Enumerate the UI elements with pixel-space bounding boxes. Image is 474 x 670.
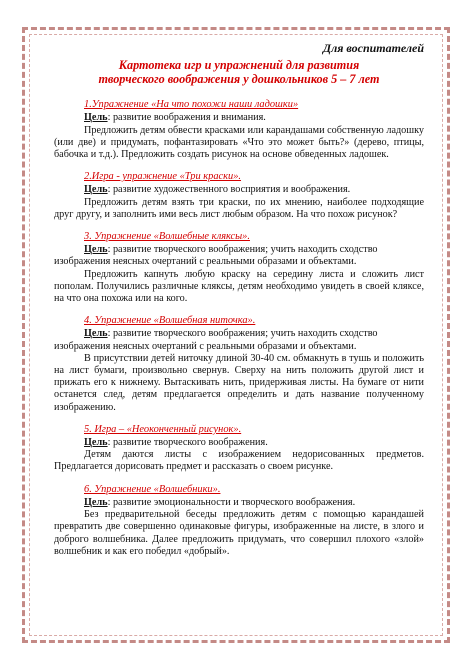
goal-label: Цель xyxy=(84,328,108,340)
exercise-section-4 xyxy=(54,315,424,414)
exercise-heading: 4. Упражнение «Волшебная ниточка». xyxy=(84,315,256,327)
goal-label: Цель xyxy=(84,437,108,449)
document-title xyxy=(54,58,424,86)
audience-note: Для воспитателей xyxy=(322,41,424,55)
document-content xyxy=(54,42,424,568)
exercise-goal xyxy=(54,437,424,449)
exercise-heading: 1.Упражнение «На что похожи наши ладошки» xyxy=(84,99,299,111)
exercise-heading: 2.Игра - упражнение «Три краски». xyxy=(84,171,242,183)
exercise-section-3 xyxy=(54,231,424,305)
exercise-section-5 xyxy=(54,424,424,474)
exercise-section-1 xyxy=(54,99,424,161)
exercise-goal xyxy=(54,328,424,352)
exercise-heading: 3. Упражнение «Волшебные кляксы». xyxy=(84,231,250,243)
goal-label: Цель xyxy=(84,496,108,508)
goal-text: : развитие творческого воображения; учить находить сходство изображения неясных очертаний с реальными образами и объектами. xyxy=(54,244,378,268)
goal-label: Цель xyxy=(84,184,108,196)
exercise-goal xyxy=(54,497,424,509)
exercise-goal xyxy=(54,112,424,124)
goal-text: : развитие эмоциональности и творческого воображения. xyxy=(107,496,356,508)
exercise-description: Предложить капнуть любую краску на середину листа и сложить лист пополам. Получились различные кляксы, детям необходимо увидеть в своей кляксе, на что она похожа или на кого. xyxy=(54,268,424,305)
exercise-description: Предложить детям взять три краски, по их мнению, наиболее подходящие друг другу, и заполнить ими весь лист любым образом. На что похож рисунок? xyxy=(54,196,424,220)
goal-text: : развитие творческого воображения; учить находить сходство изображения неясных очертаний с реальными образами и объектами. xyxy=(54,328,378,352)
exercise-description: Детям даются листы с изображением недорисованных предметов. Предлагается дорисовать предмет и рассказать о своем рисунке. xyxy=(54,449,424,473)
title-line-1: Картотека игр и упражнений для развития xyxy=(118,58,360,73)
exercise-goal xyxy=(54,184,424,196)
exercise-section-2 xyxy=(54,171,424,221)
exercise-section-6 xyxy=(54,484,424,558)
goal-label: Цель xyxy=(84,112,108,124)
title-line-2: творческого воображения у дошкольников 5 – 7 лет xyxy=(98,72,380,87)
exercise-goal xyxy=(54,244,424,268)
goal-text: : развитие художественного восприятия и воображения. xyxy=(107,184,351,196)
exercise-heading: 5. Игра – «Неоконченный рисунок». xyxy=(84,423,242,435)
goal-label: Цель xyxy=(84,244,108,256)
exercise-heading: 6. Упражнение «Волшебники». xyxy=(84,483,221,495)
exercise-description: Предложить детям обвести красками или карандашами собственную ладошку (или две) и придумать, пофантазировать «Что это может быть?» (дерево, птицы, бабочка и т.д.). Предложить создать рисунок на основе обведенных ладошек. xyxy=(54,124,424,161)
exercise-description: Без предварительной беседы предложить детям с помощью карандашей превратить две совершенно одинаковые фигуры, изображенные на листе, в злого и доброго волшебника. Далее предложить придумать, что совершил плохого «злой» волшебник и как его победил «добрый». xyxy=(54,509,424,557)
exercise-description: В присутствии детей ниточку длиной 30-40 см. обмакнуть в тушь и положить на лист бумаги, произвольно свернув. Сверху на нить положить другой лист и прижать его к нижнему. Вытаскивать нить, придерживая листы. На бумаге от нити останется след, детям предлагается определить и дать название полученному изображению. xyxy=(54,352,424,413)
goal-text: : развитие творческого воображения. xyxy=(107,437,268,449)
goal-text: : развитие воображения и внимания. xyxy=(107,112,266,124)
